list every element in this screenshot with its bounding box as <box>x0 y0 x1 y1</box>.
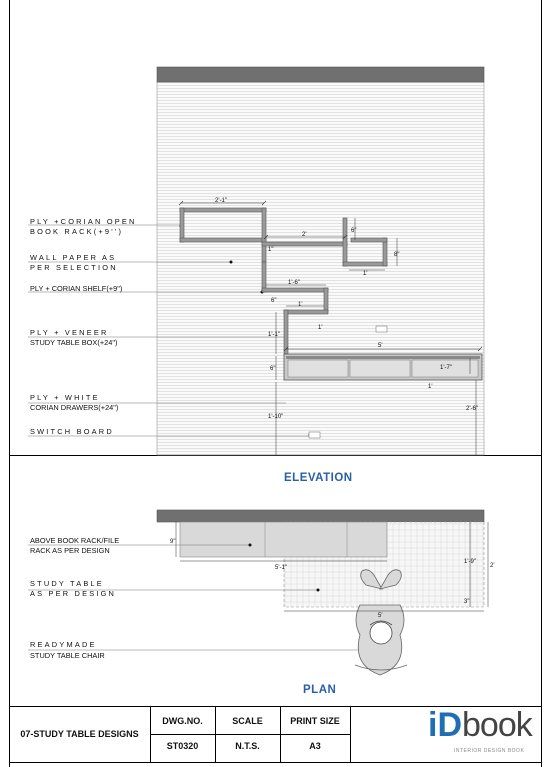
label-wall-line1: WALL PAPER AS <box>30 253 117 262</box>
label-drawers-line2: CORIAN DRAWERS(+24") <box>30 403 119 412</box>
label-plan-chair-line2: STUDY TABLE CHAIR <box>30 651 105 660</box>
dim-text: 5'-1" <box>275 565 287 571</box>
dim-text: 8" <box>394 252 400 258</box>
dim-text: 6" <box>271 298 277 304</box>
elevation-heading: ELEVATION <box>284 472 353 484</box>
label-plan-rack-line2: RACK AS PER DESIGN <box>30 546 110 555</box>
plan-heading: PLAN <box>303 684 337 696</box>
label-rack-line2: BOOK RACK(+9'') <box>30 227 124 236</box>
print-size-value: A3 <box>309 741 321 751</box>
dim-text: 1' <box>363 271 368 277</box>
dim-text: 1'-1" <box>268 332 280 338</box>
idbook-logo <box>428 706 538 758</box>
label-rack-line1: PLY +CORIAN OPEN <box>30 217 137 226</box>
logo-text: book <box>462 706 532 744</box>
label-plan-table-line1: STUDY TABLE <box>30 579 104 588</box>
label-plan-chair-line1: READYMADE <box>30 640 97 649</box>
print-size-label: PRINT SIZE <box>290 716 340 726</box>
dim-text: 2' <box>302 232 307 238</box>
scale-label: SCALE <box>232 716 263 726</box>
frame-bottom <box>9 762 542 763</box>
dim-text: 2'-1" <box>215 198 227 204</box>
dim-text: 2'-6" <box>466 406 478 412</box>
dwg-no-value: ST0320 <box>166 741 199 751</box>
dim-text: 1" <box>268 247 274 253</box>
dim-text: 5' <box>378 613 383 619</box>
dim-text: 1' <box>318 325 323 331</box>
label-plan-table-line2: AS PER DESIGN <box>30 589 117 598</box>
label-box-line1: PLY + VENEER <box>30 328 109 337</box>
label-shelf: PLY + CORIAN SHELF(+9") <box>30 284 123 293</box>
scale-value: N.T.S. <box>235 741 260 751</box>
dim-text: 1'-9" <box>464 559 476 565</box>
dim-text: 1'-7" <box>440 365 452 371</box>
label-switch: SWITCH BOARD <box>30 427 114 436</box>
dim-text: 5' <box>378 343 383 349</box>
dim-text: 6" <box>270 366 276 372</box>
dwg-no-label: DWG.NO. <box>162 716 203 726</box>
dim-text: 1'-10" <box>268 414 284 420</box>
dim-text: 2' <box>490 563 495 569</box>
dim-text: 1'-6" <box>288 280 300 286</box>
logo-prefix: iD <box>428 706 462 744</box>
label-box-line2: STUDY TABLE BOX(+24") <box>30 338 118 347</box>
dim-text: 3" <box>464 599 470 605</box>
label-wall-line2: PER SELECTION <box>30 263 118 272</box>
dim-text: 1' <box>298 302 303 308</box>
label-drawers-line1: PLY + WHITE <box>30 393 100 402</box>
dim-text: 6" <box>351 228 357 234</box>
dim-text: 9" <box>170 539 176 545</box>
logo-tagline: INTERIOR DESIGN BOOK <box>454 748 525 754</box>
drawing-title: 07-STUDY TABLE DESIGNS <box>20 729 139 739</box>
label-plan-rack-line1: ABOVE BOOK RACK/FILE <box>30 536 120 545</box>
tb-vline-4 <box>350 706 351 762</box>
tb-hline <box>150 734 350 735</box>
dim-text: 1' <box>428 384 433 390</box>
